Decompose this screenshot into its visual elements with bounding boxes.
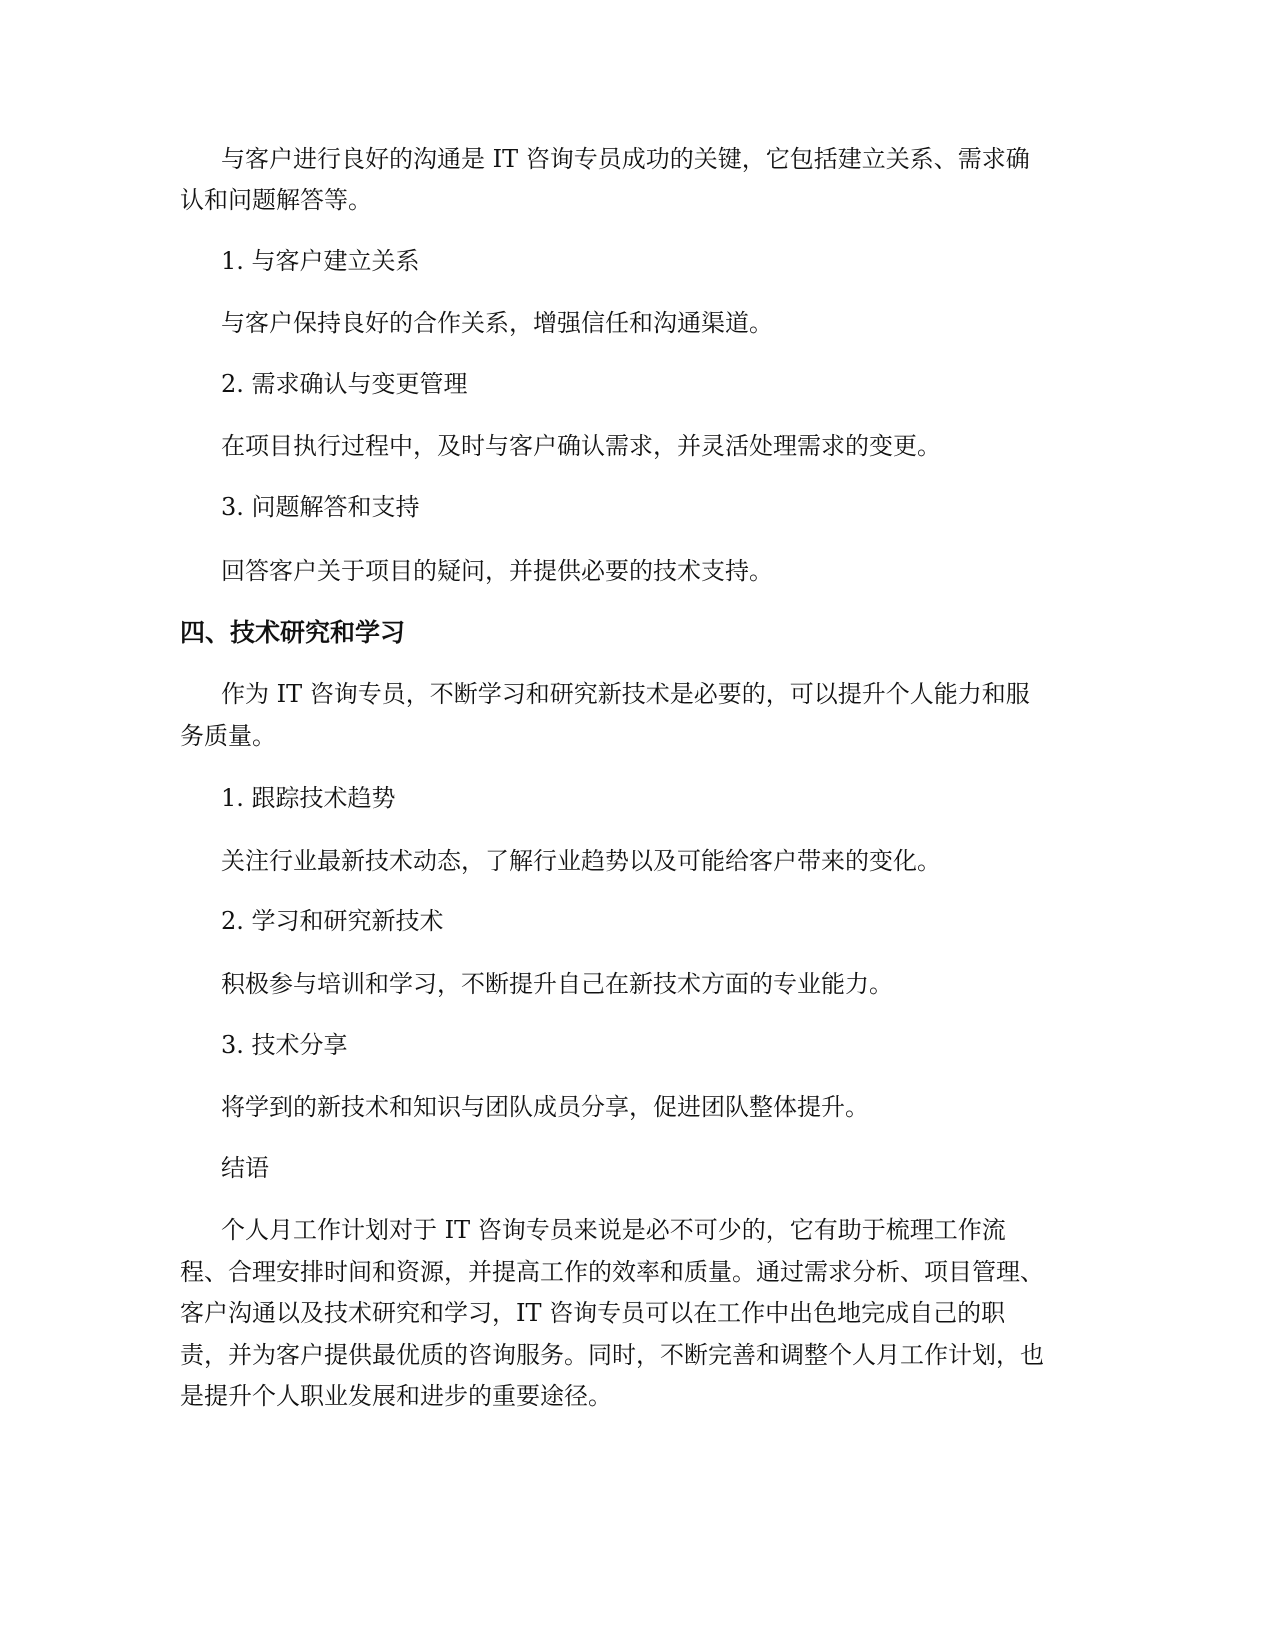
item-title: 2. 学习和研究新技术 (221, 907, 444, 935)
item-text: 在项目执行过程中，及时与客户确认需求，并灵活处理需求的变更。 (221, 432, 941, 460)
item-text: 回答客户关于项目的疑问，并提供必要的技术支持。 (221, 557, 773, 585)
item-text: 与客户保持良好的合作关系，增强信任和沟通渠道。 (221, 309, 773, 337)
item-title: 2. 需求确认与变更管理 (221, 370, 468, 398)
conclusion-line: 客户沟通以及技术研究和学习，IT 咨询专员可以在工作中出色地完成自己的职 (180, 1299, 1006, 1327)
item-title: 1. 跟踪技术趋势 (221, 784, 396, 812)
intro-paragraph-line-1: 与客户进行良好的沟通是 IT 咨询专员成功的关键，它包括建立关系、需求确 (221, 145, 1030, 173)
section-intro-line-1: 作为 IT 咨询专员，不断学习和研究新技术是必要的，可以提升个人能力和服 (221, 680, 1030, 708)
item-title: 1. 与客户建立关系 (221, 247, 420, 275)
item-title: 3. 问题解答和支持 (221, 493, 420, 521)
item-title: 3. 技术分享 (221, 1031, 348, 1059)
section-heading: 四、技术研究和学习 (180, 618, 406, 647)
conclusion-line: 是提升个人职业发展和进步的重要途径。 (180, 1382, 612, 1410)
item-text: 关注行业最新技术动态，了解行业趋势以及可能给客户带来的变化。 (221, 847, 941, 875)
item-text: 积极参与培训和学习，不断提升自己在新技术方面的专业能力。 (221, 970, 893, 998)
conclusion-label: 结语 (221, 1154, 269, 1182)
conclusion-line: 责，并为客户提供最优质的咨询服务。同时，不断完善和调整个人月工作计划，也 (180, 1341, 1044, 1369)
intro-paragraph-line-2: 认和问题解答等。 (180, 186, 372, 214)
conclusion-line: 个人月工作计划对于 IT 咨询专员来说是必不可少的，它有助于梳理工作流 (221, 1216, 1006, 1244)
section-intro-line-2: 务质量。 (180, 722, 276, 750)
item-text: 将学到的新技术和知识与团队成员分享，促进团队整体提升。 (221, 1093, 869, 1121)
conclusion-line: 程、合理安排时间和资源，并提高工作的效率和质量。通过需求分析、项目管理、 (180, 1258, 1044, 1286)
